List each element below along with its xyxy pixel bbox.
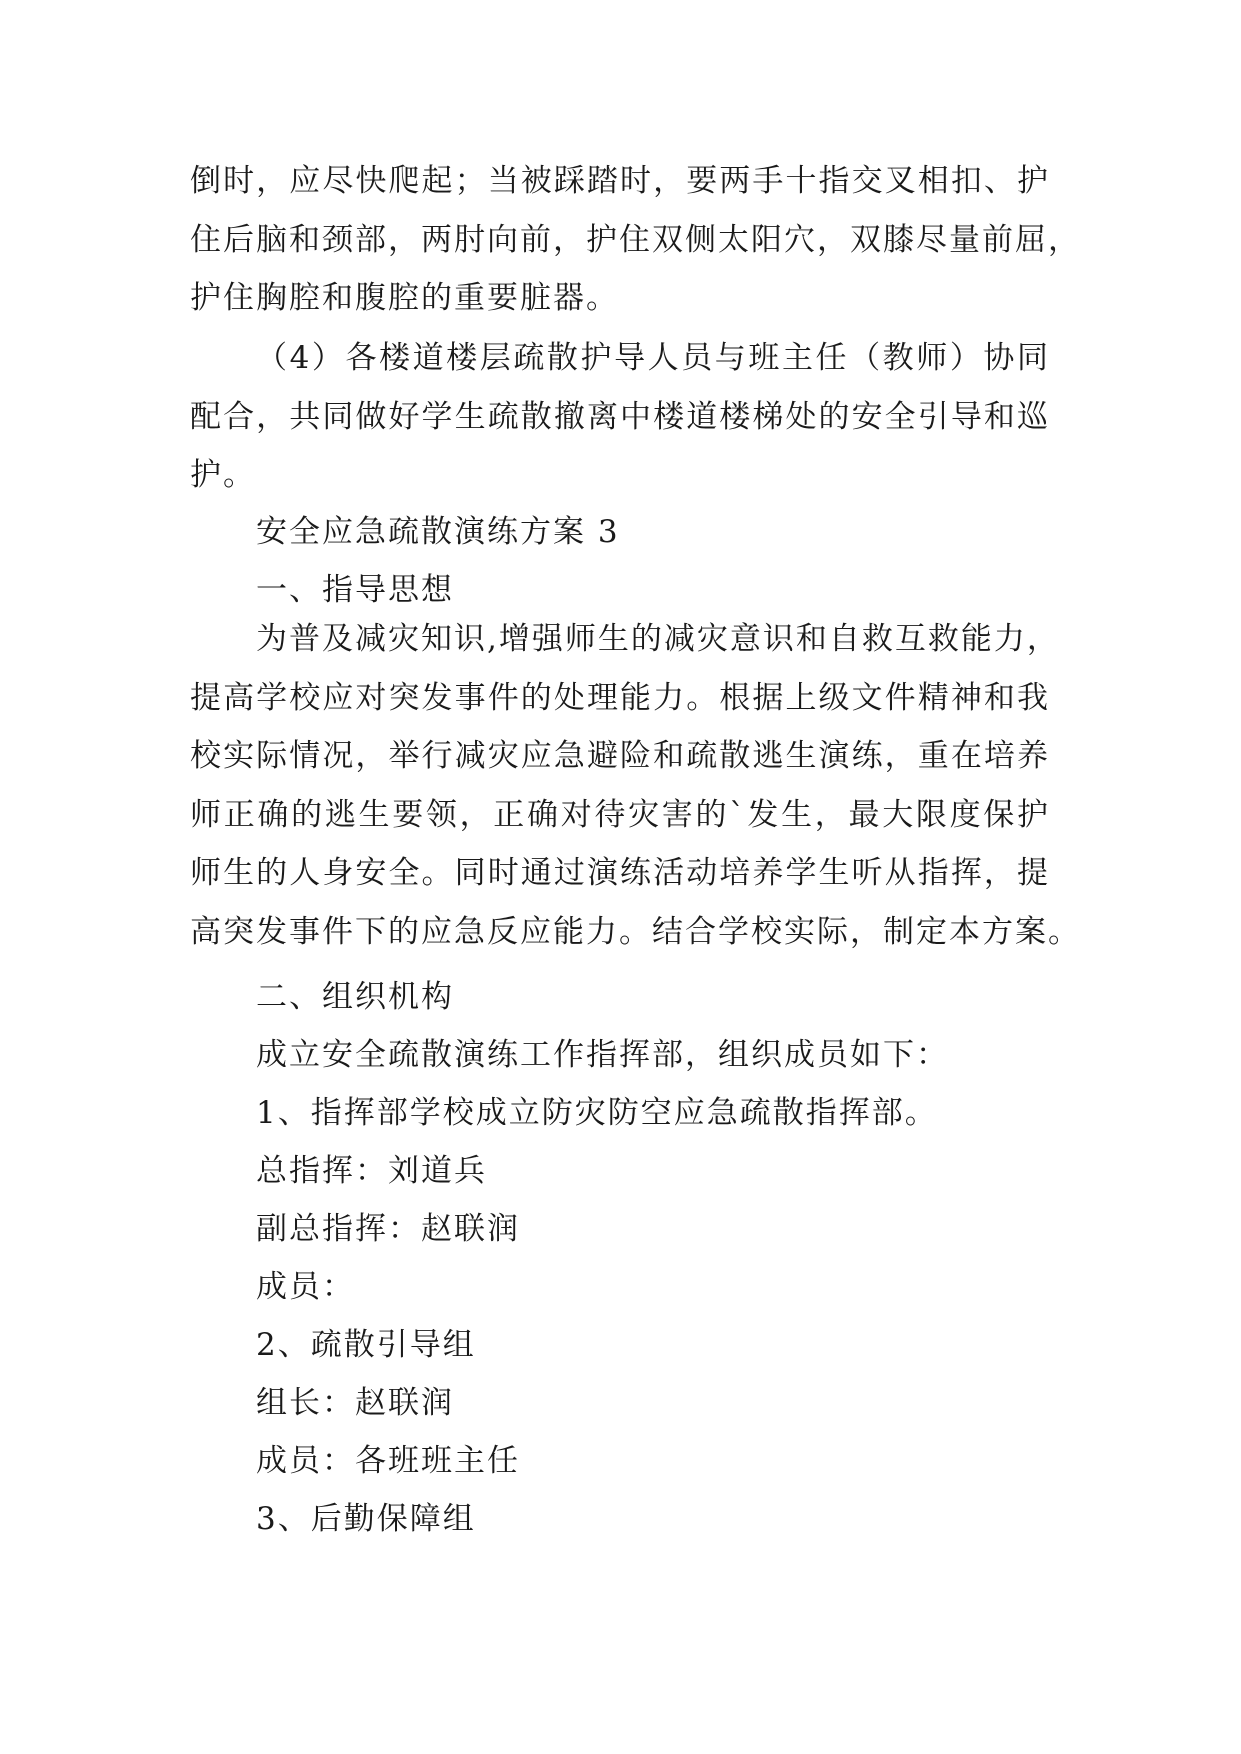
organization-intro: 成立安全疏散演练工作指挥部，组织成员如下： (256, 1037, 949, 1073)
paragraph-continued (190, 152, 1081, 328)
text-line-last: 护住胸腔和腹腔的重要脏器。 (190, 280, 619, 316)
deputy-commander: 副总指挥：赵联润 (256, 1211, 520, 1247)
text-line: 住后脑和颈部，两肘向前，护住双侧太阳穴，双膝尽量前屈， (190, 221, 1081, 258)
item-2-evacuation-guide: 2、疏散引导组 (256, 1327, 476, 1363)
heading-organization: 二、组织机构 (256, 979, 454, 1015)
text-line: 配合，共同做好学生疏散撤离中楼道楼梯处的安全引导和巡 (190, 398, 1050, 435)
text-line: 师生的人身安全。同时通过演练活动培养学生听从指挥，提 (190, 855, 1050, 891)
heading-guiding-ideology: 一、指导思想 (256, 572, 454, 608)
text-line: 倒时，应尽快爬起；当被踩踏时，要两手十指交叉相扣、护 (190, 163, 1050, 199)
paragraph-guiding-ideology (190, 610, 1081, 961)
text-line: 高突发事件下的应急反应能力。结合学校实际，制定本方案。 (190, 913, 1081, 950)
item-1-command: 1、指挥部学校成立防灾防空应急疏散指挥部。 (256, 1095, 938, 1131)
text-line: （4）各楼道楼层疏散护导人员与班主任（教师）协同 (256, 340, 1050, 376)
paragraph-item-4 (190, 329, 1050, 505)
text-line: 为普及减灾知识,增强师生的减灾意识和自救互救能力， (256, 621, 1060, 657)
chief-commander: 总指挥：刘道兵 (256, 1153, 487, 1189)
item-3-logistics: 3、后勤保障组 (256, 1501, 476, 1537)
group-leader: 组长：赵联润 (256, 1385, 454, 1421)
section-title: 安全应急疏散演练方案 3 (256, 514, 620, 550)
text-line: 师正确的逃生要领，正确对待灾害的`发生，最大限度保护 (190, 796, 1050, 833)
text-line: 校实际情况，举行减灾应急避险和疏散逃生演练，重在培养 (190, 738, 1050, 774)
members-label: 成员： (256, 1269, 355, 1305)
text-line-last: 护。 (190, 457, 256, 493)
text-line: 提高学校应对突发事件的处理能力。根据上级文件精神和我 (190, 679, 1050, 716)
group-members: 成员：各班班主任 (256, 1443, 520, 1479)
